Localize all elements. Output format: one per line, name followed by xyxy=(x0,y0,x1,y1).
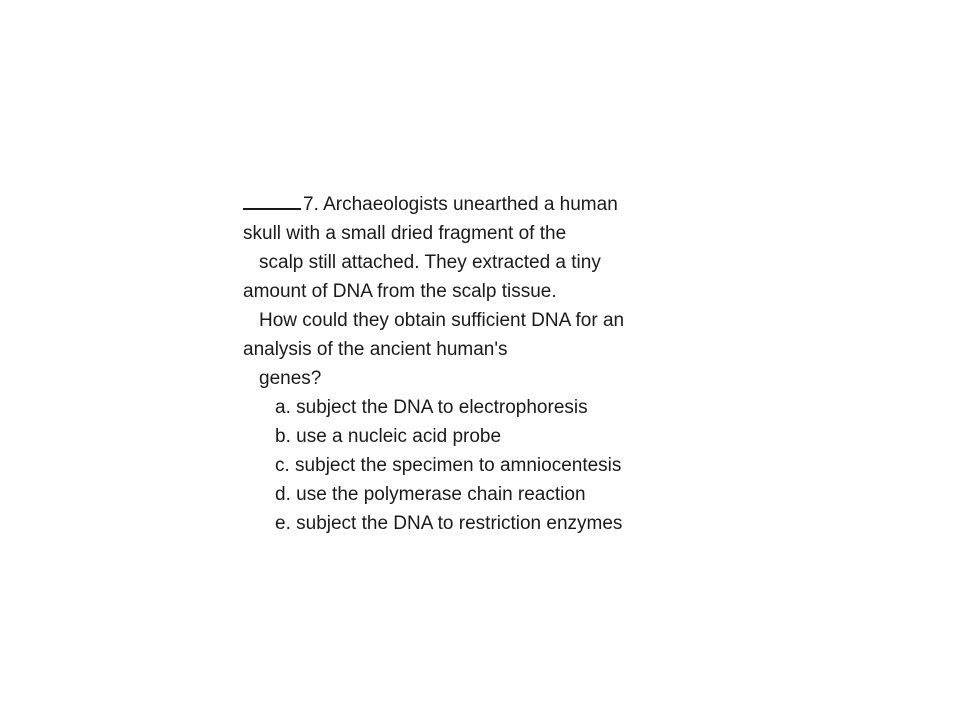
question-number-text: 7. Archaeologists unearthed a human xyxy=(303,194,618,215)
question-text-line: analysis of the ancient human's xyxy=(243,339,508,360)
question-block xyxy=(243,190,803,538)
question-text-line: skull with a small dried fragment of the xyxy=(243,223,567,244)
answer-option-d: d. use the polymerase chain reaction xyxy=(275,484,586,505)
answer-option-c: c. subject the specimen to amniocentesis xyxy=(275,455,622,476)
question-text-line: How could they obtain sufficient DNA for an xyxy=(259,310,625,331)
question-first-line xyxy=(243,190,803,219)
question-text-line: genes? xyxy=(259,368,322,389)
answer-blank xyxy=(243,190,301,210)
question-text-line: scalp still attached. They extracted a tiny xyxy=(259,252,601,273)
answer-option-a: a. subject the DNA to electrophoresis xyxy=(275,397,588,418)
question-text-line: amount of DNA from the scalp tissue. xyxy=(243,281,557,302)
answer-option-b: b. use a nucleic acid probe xyxy=(275,426,502,447)
answer-option-e: e. subject the DNA to restriction enzymes xyxy=(275,513,623,534)
